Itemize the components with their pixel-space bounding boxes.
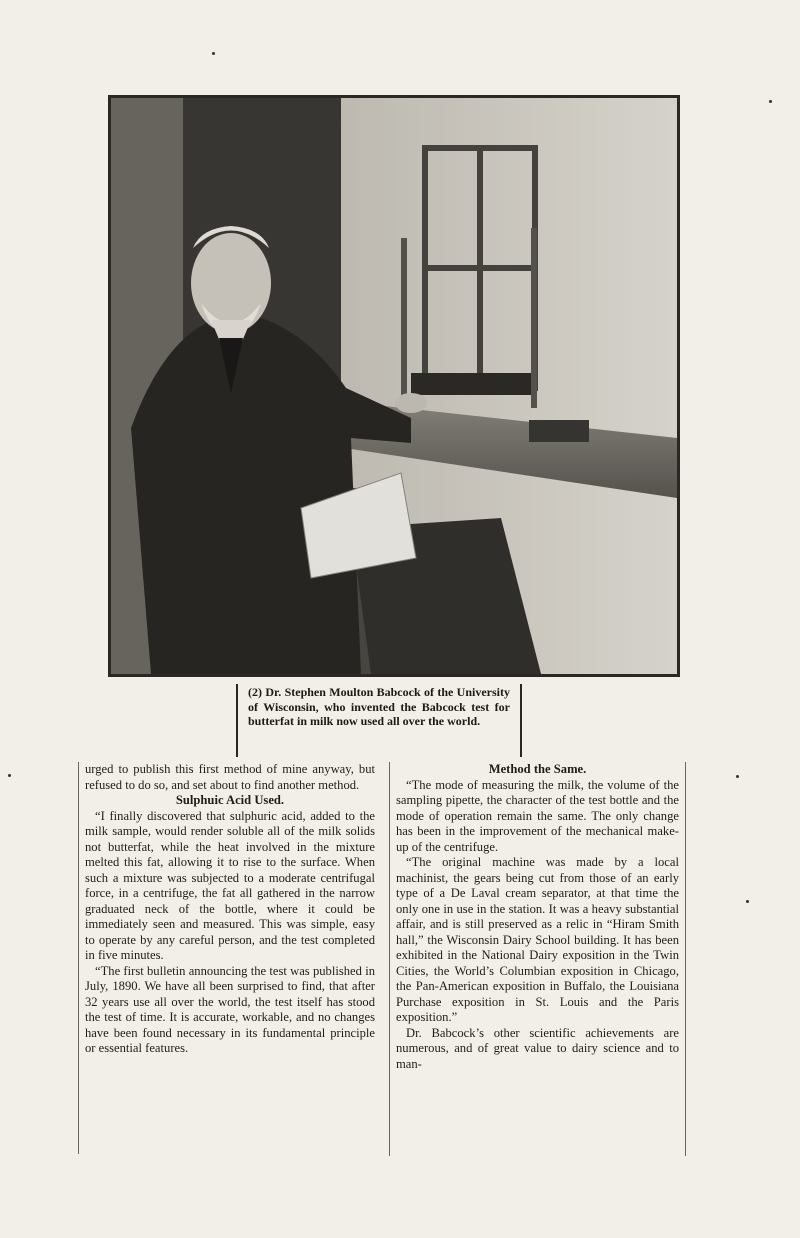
- article-column-right: [389, 762, 686, 1156]
- ink-speck: [8, 774, 11, 777]
- subheading: Method the Same.: [488, 762, 587, 776]
- ink-speck: [736, 775, 739, 778]
- photo-tone: [111, 98, 677, 674]
- ink-speck: [746, 900, 749, 903]
- paragraph: urged to publish this first method of mine anyway, but refused to do so, and set about to find another method.: [85, 762, 375, 792]
- subheading: Sulphuic Acid Used.: [175, 793, 285, 807]
- paragraph: Dr. Babcock’s other scientific achievements are numerous, and of great value to dairy science and to man-: [396, 1025, 679, 1071]
- portrait-photograph: [108, 95, 680, 677]
- article-column-left: [78, 762, 375, 1154]
- ink-speck: [769, 100, 772, 103]
- paragraph: “The mode of measuring the milk, the volume of the sampling pipette, the character of the test bottle and the mode of operation remain the same. The only change has been in the improvement of the mechanical make-up of the centrifuge.: [396, 777, 679, 854]
- paragraph: “I finally discovered that sulphuric acid, added to the milk sample, would render soluble all of the milk solids not butterfat, while the heat involved in the mixture melted this fat, allowing it to rise to the surface. When such a mixture was subjected to a moderate centrifugal force, in a centrifuge, the fat all gathered in the narrow graduated neck of the bottle, where it could be immediately seen and measured. This was simple, easy to operate by any careful person, and the test completed in five minutes.: [85, 808, 375, 962]
- portrait-photo-illustration: [111, 98, 677, 674]
- photo-caption: (2) Dr. Stephen Moulton Babcock of the University of Wisconsin, who invented the Babcock test for butterfat in milk now used all over the world.: [236, 684, 522, 757]
- ink-speck: [212, 52, 215, 55]
- paragraph: “The first bulletin announcing the test was published in July, 1890. We have all been surprised to find, that after 32 years use all over the world, the test itself has stood the test of time. It is accurate, workable, and no changes have been found necessary in its fundamental principle or essential features.: [85, 963, 375, 1055]
- paragraph: “The original machine was made by a local machinist, the gears being cut from those of an early type of a De Laval cream separator, at that time the only one in use in the station. It was a heavy substantial affair, and is still preserved as a relic in “Hiram Smith hall,” the Wisconsin Dairy School building. It has been exhibited in the National Dairy exposition in the Twin Cities, the World’s Columbian exposition in Chicago, the Pan-American exposition in Buffalo, the Louisiana Purchase exposition in St. Louis and the Paris exposition.”: [396, 855, 679, 1024]
